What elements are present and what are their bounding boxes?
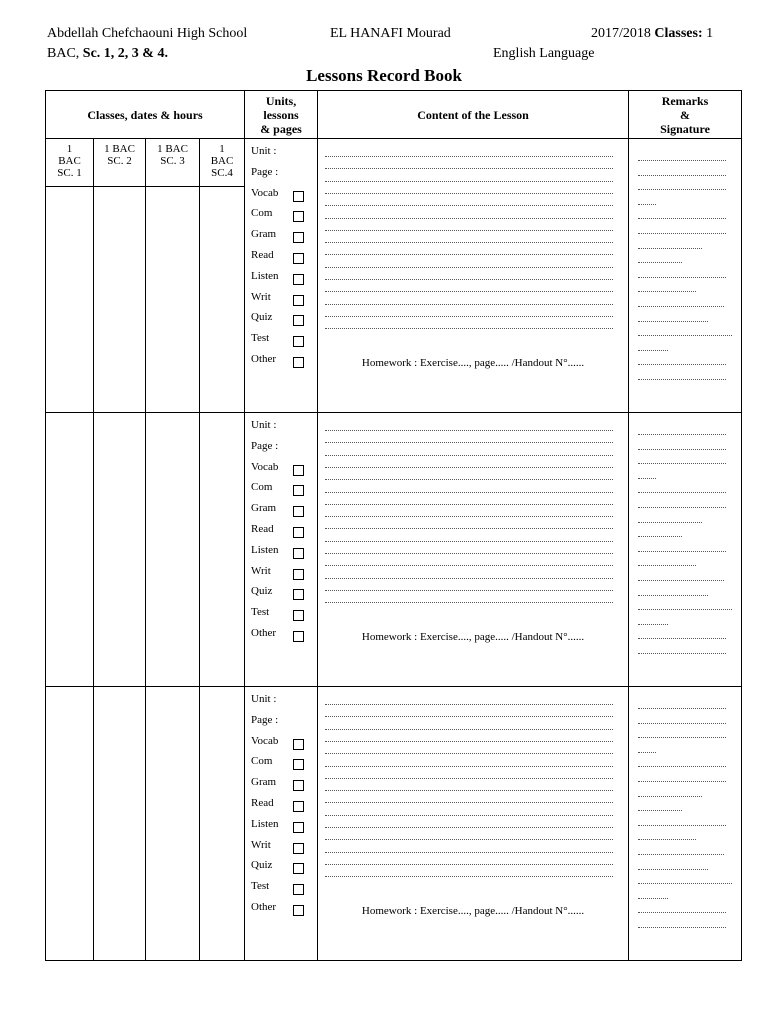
dotted-writing-line bbox=[325, 504, 613, 505]
unit-item-label: Vocab bbox=[251, 734, 279, 747]
dotted-remark-line bbox=[638, 869, 708, 870]
dotted-remark-line bbox=[638, 839, 696, 840]
remarks-cell bbox=[629, 687, 742, 961]
unit-item-label: Listen bbox=[251, 543, 279, 556]
dotted-remark-line bbox=[638, 796, 702, 797]
dotted-remark-line bbox=[638, 609, 732, 610]
remarks-cell bbox=[629, 139, 742, 413]
unit-item-label: Test bbox=[251, 332, 270, 345]
class-line: 1 bbox=[219, 143, 225, 155]
checkbox[interactable] bbox=[293, 336, 304, 347]
dotted-writing-line bbox=[325, 304, 613, 305]
class-line: BAC bbox=[58, 155, 81, 167]
content-cell bbox=[318, 139, 629, 413]
dotted-remark-line bbox=[638, 708, 726, 709]
classes-label: Classes: bbox=[654, 26, 703, 41]
checkbox[interactable] bbox=[293, 905, 304, 916]
checkbox[interactable] bbox=[293, 759, 304, 770]
dotted-remark-line bbox=[638, 218, 726, 219]
dotted-remark-line bbox=[638, 723, 726, 724]
dotted-remark-line bbox=[638, 781, 726, 782]
header-remarks bbox=[629, 91, 742, 139]
dotted-writing-line bbox=[325, 766, 613, 767]
dotted-writing-line bbox=[325, 827, 613, 828]
dotted-writing-line bbox=[325, 590, 613, 591]
dotted-writing-line bbox=[325, 193, 613, 194]
dotted-writing-line bbox=[325, 790, 613, 791]
class-line: 1 BAC bbox=[157, 143, 188, 155]
header-remarks-line: Signature bbox=[660, 121, 710, 136]
class-cell bbox=[46, 687, 94, 961]
dotted-remark-line bbox=[638, 536, 682, 537]
dotted-remark-line bbox=[638, 306, 724, 307]
class-line: SC. 2 bbox=[107, 155, 132, 167]
checkbox[interactable] bbox=[293, 801, 304, 812]
remarks-cell bbox=[629, 413, 742, 687]
dotted-writing-line bbox=[325, 218, 613, 219]
dotted-remark-line bbox=[638, 912, 726, 913]
dotted-remark-line bbox=[638, 478, 656, 479]
school-year: 2017/2018 bbox=[591, 26, 651, 41]
dotted-writing-line bbox=[325, 328, 613, 329]
dotted-writing-line bbox=[325, 168, 613, 169]
dotted-remark-line bbox=[638, 449, 726, 450]
unit-item-label: Read bbox=[251, 249, 274, 261]
dotted-remark-line bbox=[638, 350, 668, 351]
dotted-remark-line bbox=[638, 927, 726, 928]
class-cell bbox=[94, 687, 146, 961]
dotted-remark-line bbox=[638, 883, 732, 884]
dotted-writing-line bbox=[325, 516, 613, 517]
unit-item-label: Quiz bbox=[251, 585, 273, 598]
unit-item-label: Other bbox=[251, 627, 277, 639]
dotted-writing-line bbox=[325, 205, 613, 206]
dotted-writing-line bbox=[325, 741, 613, 742]
dotted-remark-line bbox=[638, 638, 726, 639]
dotted-remark-line bbox=[638, 335, 732, 336]
unit-item-label: Unit : bbox=[251, 145, 277, 157]
dotted-writing-line bbox=[325, 753, 613, 754]
class-cell bbox=[46, 187, 94, 413]
dotted-remark-line bbox=[638, 653, 726, 654]
checkbox[interactable] bbox=[293, 843, 304, 854]
checkbox[interactable] bbox=[293, 211, 304, 222]
unit-item-label: Unit : bbox=[251, 693, 277, 705]
school-name: Abdellah Chefchaouni High School bbox=[47, 26, 248, 41]
class-line bbox=[47, 46, 168, 62]
homework-line: Homework : Exercise...., page..... /Handout N°...... bbox=[361, 631, 585, 643]
unit-item-label: Other bbox=[251, 901, 277, 913]
class-line: 1 bbox=[66, 143, 73, 155]
dotted-remark-line bbox=[638, 580, 724, 581]
header-remarks-line: & bbox=[680, 107, 691, 122]
dotted-writing-line bbox=[325, 479, 613, 480]
classes-value: 1 bbox=[706, 26, 714, 41]
dotted-remark-line bbox=[638, 551, 726, 552]
page-title: Lessons Record Book bbox=[306, 66, 462, 85]
checkbox[interactable] bbox=[293, 253, 304, 264]
dotted-remark-line bbox=[638, 175, 726, 176]
unit-item-label: Read bbox=[251, 797, 274, 809]
checkbox[interactable] bbox=[293, 780, 304, 791]
content-cell bbox=[318, 687, 629, 961]
unit-item-label: Listen bbox=[251, 817, 279, 830]
checkbox[interactable] bbox=[293, 527, 304, 538]
checkbox[interactable] bbox=[293, 506, 304, 517]
checkbox[interactable] bbox=[293, 569, 304, 580]
class-1bac-sc4 bbox=[200, 139, 245, 187]
homework-line: Homework : Exercise...., page..... /Handout N°...... bbox=[361, 905, 585, 917]
dotted-remark-line bbox=[638, 624, 668, 625]
unit-item-label: Vocab bbox=[251, 186, 279, 199]
dotted-remark-line bbox=[638, 766, 726, 767]
unit-item-label: Read bbox=[251, 523, 274, 535]
lessons-table bbox=[45, 90, 742, 961]
unit-item-label: Page : bbox=[251, 165, 279, 178]
dotted-remark-line bbox=[638, 492, 726, 493]
header-remarks-line: Remarks bbox=[661, 93, 709, 108]
dotted-writing-line bbox=[325, 839, 613, 840]
dotted-remark-line bbox=[638, 898, 668, 899]
dotted-remark-line bbox=[638, 248, 702, 249]
unit-item-label: Quiz bbox=[251, 311, 273, 324]
header-content: Content of the Lesson bbox=[318, 91, 629, 139]
dotted-writing-line bbox=[325, 704, 613, 705]
checkbox[interactable] bbox=[293, 631, 304, 642]
header-units bbox=[245, 91, 318, 139]
checkbox[interactable] bbox=[293, 191, 304, 202]
dotted-writing-line bbox=[325, 729, 613, 730]
checkbox[interactable] bbox=[293, 589, 304, 600]
dotted-writing-line bbox=[325, 578, 613, 579]
class-1bac-sc1 bbox=[46, 139, 94, 187]
dotted-writing-line bbox=[325, 553, 613, 554]
dotted-writing-line bbox=[325, 181, 613, 182]
dotted-writing-line bbox=[325, 778, 613, 779]
dotted-writing-line bbox=[325, 316, 613, 317]
unit-item-label: Page : bbox=[251, 713, 279, 726]
dotted-writing-line bbox=[325, 876, 613, 877]
unit-item-label: Writ bbox=[251, 564, 271, 577]
class-1bac-sc2 bbox=[94, 139, 146, 187]
class-cell bbox=[200, 687, 245, 961]
dotted-writing-line bbox=[325, 254, 613, 255]
units-cell bbox=[245, 413, 318, 687]
checkbox[interactable] bbox=[293, 884, 304, 895]
unit-item-label: Unit : bbox=[251, 419, 277, 431]
dotted-writing-line bbox=[325, 815, 613, 816]
unit-item-label: Page : bbox=[251, 439, 279, 452]
dotted-writing-line bbox=[325, 279, 613, 280]
dotted-writing-line bbox=[325, 541, 613, 542]
checkbox[interactable] bbox=[293, 739, 304, 750]
unit-item-label: Com bbox=[251, 207, 273, 220]
dotted-writing-line bbox=[325, 442, 613, 443]
unit-item-label: Com bbox=[251, 481, 273, 494]
class-line: SC. 1 bbox=[57, 167, 82, 179]
header-units-line: lessons bbox=[263, 107, 299, 122]
unit-item-label: Test bbox=[251, 606, 270, 619]
unit-item-label: Gram bbox=[251, 776, 277, 789]
dotted-writing-line bbox=[325, 528, 613, 529]
checkbox[interactable] bbox=[293, 232, 304, 243]
class-line: 1 BAC bbox=[104, 143, 135, 155]
dotted-remark-line bbox=[638, 189, 726, 190]
dotted-writing-line bbox=[325, 242, 613, 243]
dotted-writing-line bbox=[325, 267, 613, 268]
class-cell bbox=[200, 413, 245, 687]
class-line: BAC bbox=[210, 155, 234, 167]
dotted-remark-line bbox=[638, 262, 682, 263]
header-units-line: & pages bbox=[260, 121, 302, 136]
dotted-remark-line bbox=[638, 825, 726, 826]
unit-item-label: Listen bbox=[251, 269, 279, 282]
dotted-remark-line bbox=[638, 321, 708, 322]
dotted-writing-line bbox=[325, 230, 613, 231]
dotted-writing-line bbox=[325, 864, 613, 865]
dotted-remark-line bbox=[638, 595, 708, 596]
dotted-remark-line bbox=[638, 379, 726, 380]
dotted-remark-line bbox=[638, 507, 726, 508]
dotted-remark-line bbox=[638, 565, 696, 566]
homework-line: Homework : Exercise...., page..... /Handout N°...... bbox=[361, 357, 585, 369]
checkbox[interactable] bbox=[293, 822, 304, 833]
class-line-prefix: BAC, bbox=[47, 46, 80, 61]
dotted-writing-line bbox=[325, 467, 613, 468]
checkbox[interactable] bbox=[293, 315, 304, 326]
dotted-writing-line bbox=[325, 455, 613, 456]
dotted-writing-line bbox=[325, 156, 613, 157]
dotted-remark-line bbox=[638, 737, 726, 738]
unit-item-label: Writ bbox=[251, 290, 271, 303]
checkbox[interactable] bbox=[293, 274, 304, 285]
class-cell bbox=[146, 187, 200, 413]
checkbox[interactable] bbox=[293, 485, 304, 496]
dotted-remark-line bbox=[638, 233, 726, 234]
unit-item-label: Gram bbox=[251, 502, 277, 515]
dotted-writing-line bbox=[325, 852, 613, 853]
unit-item-label: Com bbox=[251, 755, 273, 768]
dotted-remark-line bbox=[638, 810, 682, 811]
class-cell bbox=[146, 413, 200, 687]
dotted-remark-line bbox=[638, 364, 726, 365]
unit-item-label: Quiz bbox=[251, 859, 273, 872]
checkbox[interactable] bbox=[293, 465, 304, 476]
dotted-writing-line bbox=[325, 602, 613, 603]
checkbox[interactable] bbox=[293, 295, 304, 306]
unit-item-label: Test bbox=[251, 880, 270, 893]
class-cell bbox=[146, 687, 200, 961]
units-cell bbox=[245, 139, 318, 413]
dotted-remark-line bbox=[638, 277, 726, 278]
class-line: SC. 3 bbox=[160, 155, 185, 167]
dotted-remark-line bbox=[638, 434, 726, 435]
units-cell bbox=[245, 687, 318, 961]
dotted-remark-line bbox=[638, 160, 726, 161]
checkbox[interactable] bbox=[293, 548, 304, 559]
dotted-writing-line bbox=[325, 291, 613, 292]
class-cell bbox=[46, 413, 94, 687]
subject: English Language bbox=[493, 46, 595, 61]
class-cell bbox=[94, 187, 146, 413]
checkbox[interactable] bbox=[293, 610, 304, 621]
dotted-remark-line bbox=[638, 204, 656, 205]
class-line-classes: Sc. 1, 2, 3 & 4. bbox=[82, 46, 168, 61]
dotted-remark-line bbox=[638, 291, 696, 292]
content-cell bbox=[318, 413, 629, 687]
header-units-line: Units, bbox=[265, 93, 297, 108]
checkbox[interactable] bbox=[293, 863, 304, 874]
dotted-remark-line bbox=[638, 752, 656, 753]
dotted-writing-line bbox=[325, 430, 613, 431]
dotted-remark-line bbox=[638, 463, 726, 464]
dotted-writing-line bbox=[325, 492, 613, 493]
dotted-remark-line bbox=[638, 522, 702, 523]
dotted-remark-line bbox=[638, 854, 724, 855]
unit-item-label: Gram bbox=[251, 228, 277, 241]
dotted-writing-line bbox=[325, 565, 613, 566]
unit-item-label: Vocab bbox=[251, 460, 279, 473]
unit-item-label: Writ bbox=[251, 838, 271, 851]
dotted-writing-line bbox=[325, 802, 613, 803]
class-cell bbox=[94, 413, 146, 687]
teacher-name: EL HANAFI Mourad bbox=[330, 26, 451, 41]
dotted-writing-line bbox=[325, 716, 613, 717]
class-1bac-sc3 bbox=[146, 139, 200, 187]
checkbox[interactable] bbox=[293, 357, 304, 368]
class-line: SC.4 bbox=[211, 167, 233, 179]
unit-item-label: Other bbox=[251, 353, 277, 365]
class-cell bbox=[200, 187, 245, 413]
school-year-classes bbox=[591, 26, 713, 42]
header-classes-dates-hours: Classes, dates & hours bbox=[46, 91, 245, 139]
